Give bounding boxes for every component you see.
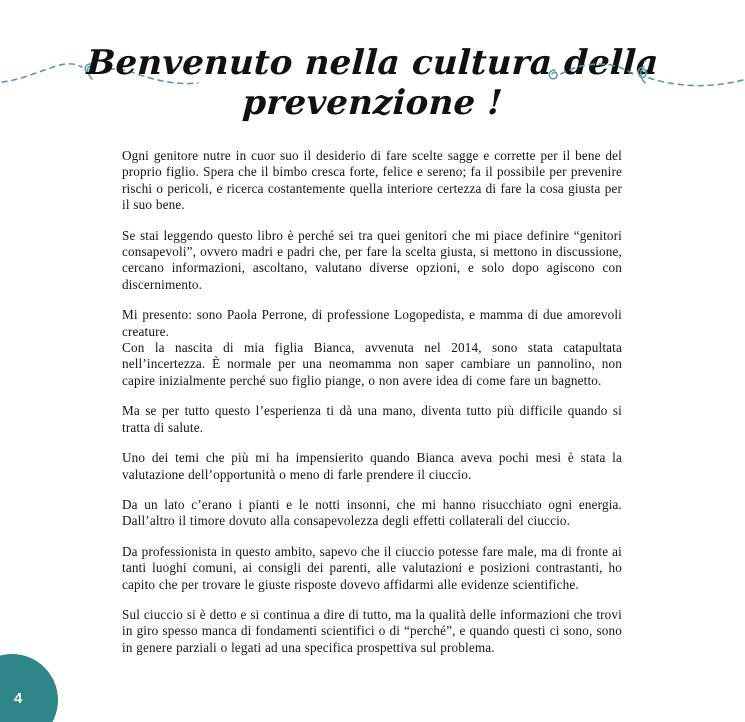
- paragraph: Uno dei temi che più mi ha impensierito quando Bianca aveva pochi mesi è stata la valutazione dell’opportunità o meno di farle prendere il ciuccio.: [122, 450, 622, 482]
- page-title-line-2: prevenzione !: [241, 82, 504, 123]
- body-text-column: [122, 148, 622, 656]
- page-title-line-1: Benvenuto nella cultura della: [85, 43, 660, 83]
- paragraph: Mi presento: sono Paola Perrone, di professione Logopedista, e mamma di due amorevoli creature.: [122, 307, 622, 339]
- paragraph: Da un lato c’erano i pianti e le notti insonni, che mi hanno risucchiato ogni energia. Dall’altro il timore dovuto alla consapevolezza degli effetti collaterali del ciuccio.: [122, 496, 622, 529]
- page-number: 4: [14, 690, 23, 707]
- paragraph: Ma se per tutto questo l’esperienza ti dà una mano, diventa tutto più difficile quando si tratta di salute.: [122, 403, 622, 435]
- page-header: [0, 0, 745, 140]
- page-number-badge: [0, 654, 58, 722]
- paragraph: Da professionista in questo ambito, sapevo che il ciuccio potesse fare male, ma di fronte ai tanti luoghi comuni, ai consigli dei parenti, alle valutazioni e posizioni contrastanti, ho capito che per trovare le giuste risposte dovevo affidarmi alle evidenze scientifiche.: [122, 543, 622, 592]
- paragraph: Se stai leggendo questo libro è perché sei tra quei genitori che mi piace definire “genitori consapevoli”, ovvero madri e padri che, per fare la scelta giusta, si mettono in discussione, cercano informazioni, ascoltano, valutano diverse opzioni, e solo dopo agiscono con discernimento.: [122, 227, 622, 292]
- paragraph: Ogni genitore nutre in cuor suo il desiderio di fare scelte sagge e corrette per il bene del proprio figlio. Spera che il bimbo cresca forte, felice e sereno; fa il possibile per prevenire rischi o pericoli, e ricerca costantemente quella interiore certezza di fare la cosa giusta per il suo bene.: [122, 148, 622, 213]
- paragraph: Con la nascita di mia figlia Bianca, avvenuta nel 2014, sono stata catapultata nell’incertezza. È normale per una neomamma non saper cambiare un pannolino, non capire inizialmente perché suo figlio piange, o non avere idea di come fare un bagnetto.: [122, 340, 622, 388]
- paragraph: Sul ciuccio si è detto e si continua a dire di tutto, ma la qualità delle informazioni che trovi in giro spesso manca di fondamenti scientifici o di “perché”, e quando questi ci sono, sono in genere parziali o legati ad una specifica prospettiva sul problema.: [122, 606, 622, 655]
- dashed-wave-right-icon: [545, 52, 745, 100]
